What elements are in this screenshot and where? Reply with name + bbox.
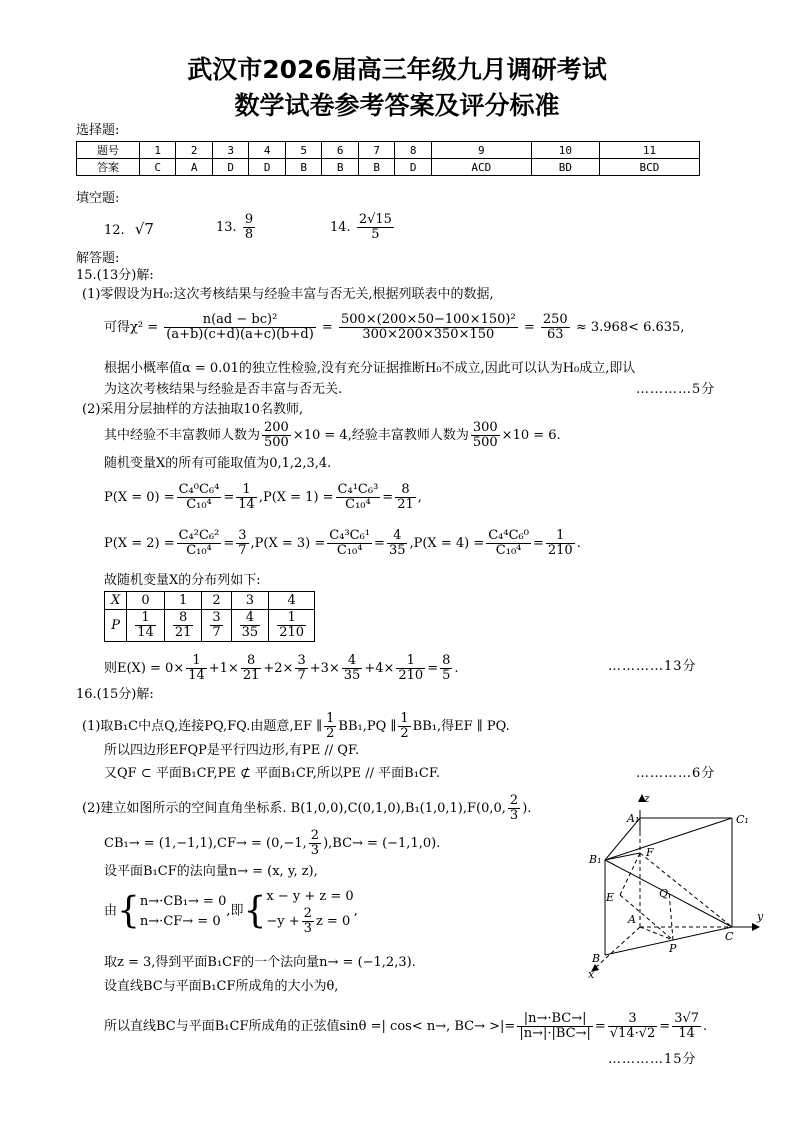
system-2-frac-num: 2 (303, 906, 312, 921)
p4-val (546, 529, 575, 558)
q16-l1c: BB₁,得EF ∥ PQ. (412, 719, 510, 734)
question-number-cell: 8 (395, 142, 431, 159)
q12-value: √7 (134, 220, 154, 238)
fig-label-B: B (592, 952, 601, 965)
q16-l10-frac-3-num: 3√7 (674, 1011, 700, 1026)
q16-half-1-num: 1 (326, 711, 335, 726)
answer-cell: A (176, 159, 212, 176)
question-number-cell: 4 (249, 142, 285, 159)
p4-frac (486, 529, 531, 558)
q15-prob-line-1: P(X = 0) = $\frac{\text{C₄⁰C₆⁴}}{\text{C₁₀⁴}}$ = $\frac{1}{14}$ ,P(X = 1) = $\frac{\text{C₄¹C₆³}}{\text{C₁₀⁴}}$ = $\frac{8}{21}$ , (104, 482, 422, 512)
question-number-cell: 10 (531, 142, 599, 159)
edge-B1-C (605, 860, 732, 927)
q15-score-13: …………13分 (608, 659, 697, 674)
q16-half-2-den: 2 (400, 726, 409, 741)
ex-t1: +1× (208, 661, 239, 676)
q14-num: 2√15 (358, 212, 392, 227)
q16-l5-frac-num: 2 (310, 828, 320, 843)
mc-label: 选择题: (76, 123, 120, 138)
dist-p-fraction (240, 611, 261, 640)
q16-l10-frac-2-num: 3 (628, 1011, 637, 1026)
q16-l4-frac (508, 794, 520, 823)
q15-p1-line3: 根据小概率值α = 0.01的独立性检验,没有充分证据推断H₀不成立,因此可以认为H₀成立,即认 (104, 361, 636, 376)
question-number-cell: 7 (358, 142, 394, 159)
q16-line6: 设平面B₁CF的法向量n→ = (x, y, z), (104, 864, 318, 879)
p1-val-num: 8 (401, 482, 410, 497)
q16-score-15: …………15分 (608, 1052, 697, 1067)
q16-head: 16.(15分)解: (76, 687, 154, 702)
question-number-cell: 1 (140, 142, 176, 159)
fill-q12 (104, 221, 154, 239)
answer-cell: B (322, 159, 358, 176)
ex-frac-2-num: 8 (246, 653, 256, 668)
p3-val-den: 35 (388, 543, 406, 558)
dist-p-fraction (277, 611, 306, 640)
dist-p-label: P (105, 610, 127, 642)
q16-l4-frac-den: 3 (509, 808, 519, 823)
chi-den-1: (a+b)(c+d)(a+c)(b+d) (166, 327, 314, 342)
ex-frac-4 (342, 654, 363, 683)
dist-p-den: 14 (137, 625, 154, 640)
chi-frac-2 (339, 313, 518, 342)
p3-val-num: 4 (393, 528, 402, 543)
p0-val (236, 483, 257, 512)
q15-p1-line1: (1)零假设为H₀:这次考核结果与经验丰富与否无关,根据列联表中的数据, (82, 287, 494, 302)
q16-l10-eq-2: = (659, 1019, 671, 1034)
ex-frac-1-den: 14 (188, 668, 205, 683)
fill-label: 填空题: (76, 191, 120, 206)
p0-frac (177, 483, 222, 512)
y-arrow-icon (752, 923, 760, 931)
chi-den-2: 300×200×350×150 (339, 327, 518, 342)
question-number-cell: 11 (599, 142, 699, 159)
dist-p-value (269, 610, 315, 642)
dist-p-num: 3 (212, 610, 221, 625)
fig-label-P: P (669, 942, 677, 955)
answer-table (76, 141, 700, 176)
chi-prefix: 可得χ² = (104, 320, 159, 335)
dist-p-den: 35 (241, 625, 259, 640)
p0-den: C₁₀⁴ (177, 497, 222, 512)
q16-l1a: (1)取B₁C中点Q,连接PQ,FQ.由题意,EF ∥ (82, 719, 323, 734)
p1-den: C₁₀⁴ (336, 497, 381, 512)
p1-val (395, 483, 416, 512)
p3-val (387, 529, 408, 558)
brace-2: { (243, 890, 267, 932)
p4-num: C₄⁴C₆⁰ (488, 528, 529, 543)
dist-x-value: 3 (231, 592, 269, 610)
system-2-eq-b-post: z = 0 (315, 914, 351, 929)
header-label-cell: 题号 (77, 142, 140, 159)
edge-A-P (640, 927, 673, 940)
fig-label-F: F (646, 846, 654, 859)
question-number-cell: 5 (285, 142, 321, 159)
q16-l10-frac-2-den: √14·√2 (609, 1026, 656, 1041)
chi-num-1: n(ad − bc)² (202, 312, 278, 327)
p2-frac-1 (262, 421, 291, 450)
p3-num: C₄³C₆¹ (329, 528, 371, 543)
q16-l10-eq-1: = (594, 1019, 606, 1034)
chi-num-2: 500×(200×50−100×150)² (340, 312, 516, 327)
expectation-line (104, 654, 459, 683)
dist-x-value: 2 (202, 592, 231, 610)
p2-den: C₁₀⁴ (177, 543, 222, 558)
answer-table-answer-row (77, 159, 700, 176)
p0-eq: = (223, 490, 235, 505)
p1-val-den: 21 (397, 497, 414, 512)
answer-cell: BCD (599, 159, 699, 176)
q15-p2-line2 (104, 421, 561, 450)
q16-l1b: BB₁,PQ ∥ (338, 719, 397, 734)
p3-frac (327, 529, 372, 558)
fill-q13 (216, 213, 257, 242)
question-number-cell: 3 (212, 142, 248, 159)
p2-line2c: ×10 = 6. (501, 428, 561, 443)
dist-p-row (105, 610, 315, 642)
dist-p-num: 1 (141, 610, 150, 625)
question-number-cell: 2 (176, 142, 212, 159)
title-line-1: 武汉市2026届高三年级九月调研考试 (187, 55, 607, 84)
p3-den: C₁₀⁴ (327, 543, 372, 558)
system-2-frac-den: 3 (303, 921, 312, 936)
p2-frac-2 (471, 421, 500, 450)
system-2-frac (302, 907, 314, 936)
system-2 (266, 887, 353, 936)
ex-prefix: 则E(X) = 0× (104, 661, 185, 676)
p2-frac-1-den: 500 (264, 435, 289, 450)
fill-q14 (330, 213, 396, 242)
q16-l4-frac-num: 2 (509, 793, 519, 808)
q13-num: 9 (244, 212, 254, 227)
answer-label-cell: 答案 (77, 159, 140, 176)
p1-frac (336, 483, 381, 512)
q13-fraction (243, 213, 255, 242)
q15-p1-line4: 为这次考核结果与经验是否丰富与否无关. (104, 382, 343, 397)
q16-line5 (104, 829, 440, 858)
answer-cell: BD (531, 159, 599, 176)
ex-frac-3 (295, 654, 307, 683)
ex-t4: +4× (364, 661, 395, 676)
p2-line2a: 其中经验不丰富教师人数为 (104, 428, 261, 443)
brace-1: { (117, 890, 140, 932)
q16-l5a: CB₁→ = (1,−1,1),CF→ = (0,−1, (104, 836, 307, 851)
q12-number: 12. (104, 223, 125, 238)
q16-l10-frac-3 (672, 1012, 701, 1041)
ex-t3: +3× (309, 661, 340, 676)
p2-lhs: P(X = 2) = (104, 536, 175, 551)
dist-x-row (105, 592, 315, 610)
q15-score-5: …………5分 (636, 382, 716, 397)
q15-p2-line3: 随机变量X的所有可能取值为0,1,2,3,4. (104, 456, 332, 471)
fig-label-z: z (644, 792, 650, 805)
ex-frac-5-den: 210 (398, 668, 424, 683)
ex-frac-3-num: 3 (297, 653, 306, 668)
q16-half-2-num: 1 (400, 711, 409, 726)
q16-l5-frac-den: 3 (310, 843, 320, 858)
dist-p-num: 1 (287, 610, 296, 625)
chi-den-3: 63 (541, 327, 570, 342)
q16-l10-frac-2 (608, 1012, 658, 1041)
q16-l10-frac-3-den: 14 (672, 1026, 701, 1041)
dist-intro: 故随机变量X的分布列如下: (104, 573, 261, 588)
q16-half-1 (324, 712, 336, 741)
q14-number: 14. (330, 220, 351, 235)
fig-label-Q: Q (659, 887, 669, 900)
dist-x-label: X (105, 592, 127, 610)
ex-frac-2-den: 21 (242, 668, 260, 683)
fig-label-x: x (588, 968, 595, 980)
q16-score-6: …………6分 (636, 766, 716, 781)
p2-frac-1-num: 200 (264, 420, 289, 435)
chi-tail: ≈ 3.968< 6.635, (575, 320, 685, 335)
q16-l4-end: ). (522, 801, 532, 816)
p2-frac-2-num: 300 (472, 420, 498, 435)
q16-l5b: ),BC→ = (−1,1,0). (323, 836, 441, 851)
dist-p-den: 21 (174, 625, 192, 640)
p2-val-num: 3 (238, 528, 247, 543)
dist-p-fraction (173, 611, 194, 640)
p4-val-num: 1 (556, 528, 565, 543)
p2-frac-2-den: 500 (472, 435, 498, 450)
q16-half-2 (398, 712, 410, 741)
p0-val-den: 14 (238, 497, 255, 512)
solve-label: 解答题: (76, 251, 120, 266)
ex-frac-4-num: 4 (347, 653, 357, 668)
q13-number: 13. (216, 220, 237, 235)
question-number-cell: 6 (322, 142, 358, 159)
title-line-2: 数学试卷参考答案及评分标准 (234, 91, 560, 120)
prism-figure (585, 790, 770, 980)
dist-p-value (127, 610, 165, 642)
system-2-eq-a: x − y + z = 0 (266, 889, 354, 904)
q15-p2-line1: (2)采用分层抽样的方法抽取10名教师, (82, 402, 304, 417)
q16-ie: ,即 (226, 903, 244, 919)
q14-fraction (357, 213, 394, 242)
system-1-eq-b: n→·CF→ = 0 (139, 913, 221, 929)
q16-line2: 所以四边形EFQP是平行四边形,有PE // QF. (104, 743, 360, 758)
ex-frac-1-num: 1 (192, 653, 201, 668)
ex-frac-4-den: 35 (343, 668, 361, 683)
q16-l10-frac-1-den: |n→|·|BC→| (519, 1026, 591, 1041)
fig-label-C: C (725, 930, 734, 943)
answer-cell: D (395, 159, 431, 176)
fig-label-C1: C₁ (736, 813, 749, 826)
q16-line9: 设直线BC与平面B₁CF所成角的大小为θ, (104, 979, 339, 994)
edge-E-F (620, 853, 640, 895)
q16-l10-frac-1 (517, 1012, 593, 1041)
system-1 (140, 892, 226, 932)
chi-num-3: 250 (542, 312, 568, 327)
fig-label-E: E (606, 891, 615, 904)
q15-head: 15.(13分)解: (76, 268, 154, 283)
dist-p-num: 4 (245, 610, 255, 625)
answer-cell: B (358, 159, 394, 176)
p2-frac (177, 529, 222, 558)
dist-x-value: 4 (269, 592, 315, 610)
ex-frac-2 (241, 654, 262, 683)
ex-result (440, 654, 452, 683)
p1-lhs: ,P(X = 1) = (258, 490, 334, 505)
ex-t2: +2× (263, 661, 294, 676)
system-2-eq-b-pre: −y + (266, 914, 300, 929)
q16-line3: 又QF ⊂ 平面B₁CF,PE ⊄ 平面B₁CF,所以PE // 平面B₁CF. (104, 766, 441, 781)
q16-by: 由 (104, 903, 118, 919)
fig-label-A1: A₁ (627, 812, 640, 825)
question-number-cell: 9 (431, 142, 531, 159)
p2-line2b: ×10 = 4,经验丰富教师人数为 (292, 428, 469, 443)
q16-l10-frac-1-num: |n→·BC→| (523, 1011, 587, 1026)
ex-result-den: 5 (442, 668, 451, 683)
ex-frac-5 (396, 654, 425, 683)
chi-frac-3 (541, 313, 570, 342)
chi-frac-1 (164, 313, 316, 342)
ex-frac-1 (186, 654, 207, 683)
answer-cell: D (249, 159, 285, 176)
dist-p-value (164, 610, 202, 642)
dist-p-num: 8 (178, 610, 188, 625)
fig-label-y: y (757, 910, 764, 923)
edge-F-C (640, 853, 732, 927)
q16-line10 (104, 1012, 707, 1041)
edge-P-Q (669, 891, 673, 940)
dist-x-value: 1 (164, 592, 202, 610)
answer-cell: B (285, 159, 321, 176)
q16-l10-end: . (703, 1019, 708, 1034)
dist-p-fraction (210, 611, 222, 640)
p4-den: C₁₀⁴ (486, 543, 531, 558)
ex-end: . (454, 661, 459, 676)
dist-p-value (231, 610, 269, 642)
q16-l10a: 所以直线BC与平面B₁CF所成角的正弦值sinθ =| cos< n→, BC→ >|= (104, 1019, 516, 1034)
q16-l4: (2)建立如图所示的空间直角坐标系. B(1,0,0),C(0,1,0),B₁(1,0,1),F(0,0, (82, 801, 506, 816)
q16-line1 (82, 712, 510, 741)
q15-chi-line: 可得χ² = $\frac{\text{n(ad − bc)²}}{(a+b)(c+d)(a+c)(b+d)}$ = $\frac{\text{500×(200×50−100×150)²}}{300\times 200\times 350\times 150}$ = $\frac{250}{63}$ ≈ 3.968< 6.635, (104, 312, 685, 342)
p1-num: C₄¹C₆³ (337, 482, 379, 497)
q16-l7-end: , (353, 903, 358, 919)
ex-frac-3-den: 7 (297, 668, 306, 683)
q16-line4 (82, 794, 531, 823)
p2-val (236, 529, 248, 558)
dist-x-value: 0 (127, 592, 165, 610)
p0-lhs: P(X = 0) = (104, 490, 175, 505)
p3-lhs: ,P(X = 3) = (250, 536, 326, 551)
dist-p-fraction (135, 611, 156, 640)
system-1-eq-a: n→·CB₁→ = 0 (139, 893, 227, 909)
q16-l5-frac (309, 829, 321, 858)
p0-num: C₄⁰C₆⁴ (178, 482, 220, 497)
ex-frac-5-num: 1 (406, 653, 415, 668)
q15-prob-line-2: P(X = 2) = $\frac{\text{C₄²C₆²}}{\text{C₁₀⁴}}$ = $\frac{3}{7}$ ,P(X = 3) = $\frac{\text{C₄³C₆¹}}{\text{C₁₀⁴}}$ = $\frac{4}{35}$ ,P(X = 4) = $\frac{\text{C₄⁴C₆⁰}}{\text{C₁₀⁴}}$ = $\frac{1}{210}$ . (104, 528, 581, 558)
q16-half-1-den: 2 (326, 726, 335, 741)
dist-p-den: 210 (279, 625, 305, 640)
dist-p-value (202, 610, 231, 642)
p4-lhs: ,P(X = 4) = (409, 536, 485, 551)
x-axis (595, 927, 640, 968)
p2-val-den: 7 (238, 543, 247, 558)
dist-p-den: 7 (212, 625, 221, 640)
q16-system (104, 887, 358, 936)
ex-result-num: 8 (442, 653, 451, 668)
fig-label-A: A (628, 913, 636, 926)
q14-den: 5 (357, 227, 394, 242)
q13-den: 8 (244, 227, 254, 242)
p2-num: C₄²C₆² (178, 528, 220, 543)
p0-val-num: 1 (242, 482, 251, 497)
answer-cell: D (212, 159, 248, 176)
distribution-table (104, 591, 315, 642)
q16-line8: 取z = 3,得到平面B₁CF的一个法向量n→ = (−1,2,3). (104, 955, 416, 970)
edge-B1-C1 (605, 818, 732, 860)
fig-label-B1: B₁ (589, 853, 602, 866)
p4-val-den: 210 (547, 543, 573, 558)
answer-cell: C (140, 159, 176, 176)
ex-eq: = (427, 661, 439, 676)
answer-cell: ACD (431, 159, 531, 176)
answer-table-header-row (77, 142, 700, 159)
